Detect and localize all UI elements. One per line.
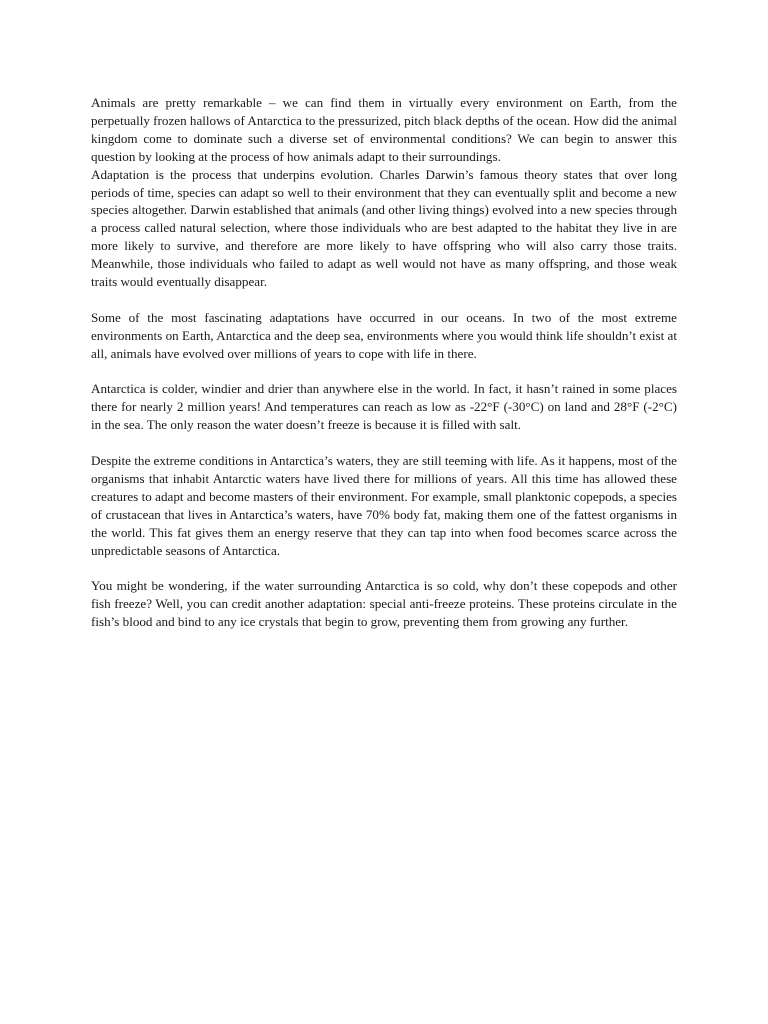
document-body [91,94,677,631]
paragraph-intro: Animals are pretty remarkable – we can find them in virtually every environment on Earth, from the perpetually frozen hallows of Antarctica to the pressurized, pitch black depths of the ocean. How did the animal kingdom come to dominate such a diverse set of environmental conditions? We can begin to answer this question by looking at the process of how animals adapt to their surroundings. [91,95,677,164]
paragraph-oceans: Some of the most fascinating adaptations have occurred in our oceans. In two of the most extreme environments on Earth, Antarctica and the deep sea, environments where you would think life shouldn’t exist at all, animals have evolved over millions of years to cope with life in there. [91,309,677,361]
paragraph-adaptation: Adaptation is the process that underpins evolution. Charles Darwin’s famous theory states that over long periods of time, species can adapt so well to their environment that they can eventually split and become a new species altogether. Darwin established that animals (and other living things) evolved into a new species through a process called natural selection, where those individuals who are best adapted to the habitat they live in are more likely to survive, and therefore are more likely to have offspring who will also carry those traits. Meanwhile, those individuals who failed to adapt as well would not have as many offspring, and those weak traits would eventually disappear. [91,166,677,290]
paragraph-antifreeze: You might be wondering, if the water surrounding Antarctica is so cold, why don’t these copepods and other fish freeze? Well, you can credit another adaptation: special anti-freeze proteins. These proteins circulate in the fish’s blood and bind to any ice crystals that begin to grow, preventing them from growing any further. [91,578,677,630]
paragraph-antarctica-climate: Antarctica is colder, windier and drier than anywhere else in the world. In fact, it hasn’t rained in some places there for nearly 2 million years! And temperatures can reach as low as -22°F (-30°C) on land and 28°F (-2°C) in the sea. The only reason the water doesn’t freeze is because it is filled with salt. [91,381,677,433]
paragraph-antarctic-life: Despite the extreme conditions in Antarctica’s waters, they are still teeming with life. As it happens, most of the organisms that inhabit Antarctic waters have lived there for millions of years. All this time has allowed these creatures to adapt and become masters of their environment. For example, small planktonic copepods, a species of crustacean that lives in Antarctica’s waters, have 70% body fat, making them one of the fattest organisms in the world. This fat gives them an energy reserve that they can tap into when food becomes scarce across the unpredictable seasons of Antarctica. [91,453,677,558]
